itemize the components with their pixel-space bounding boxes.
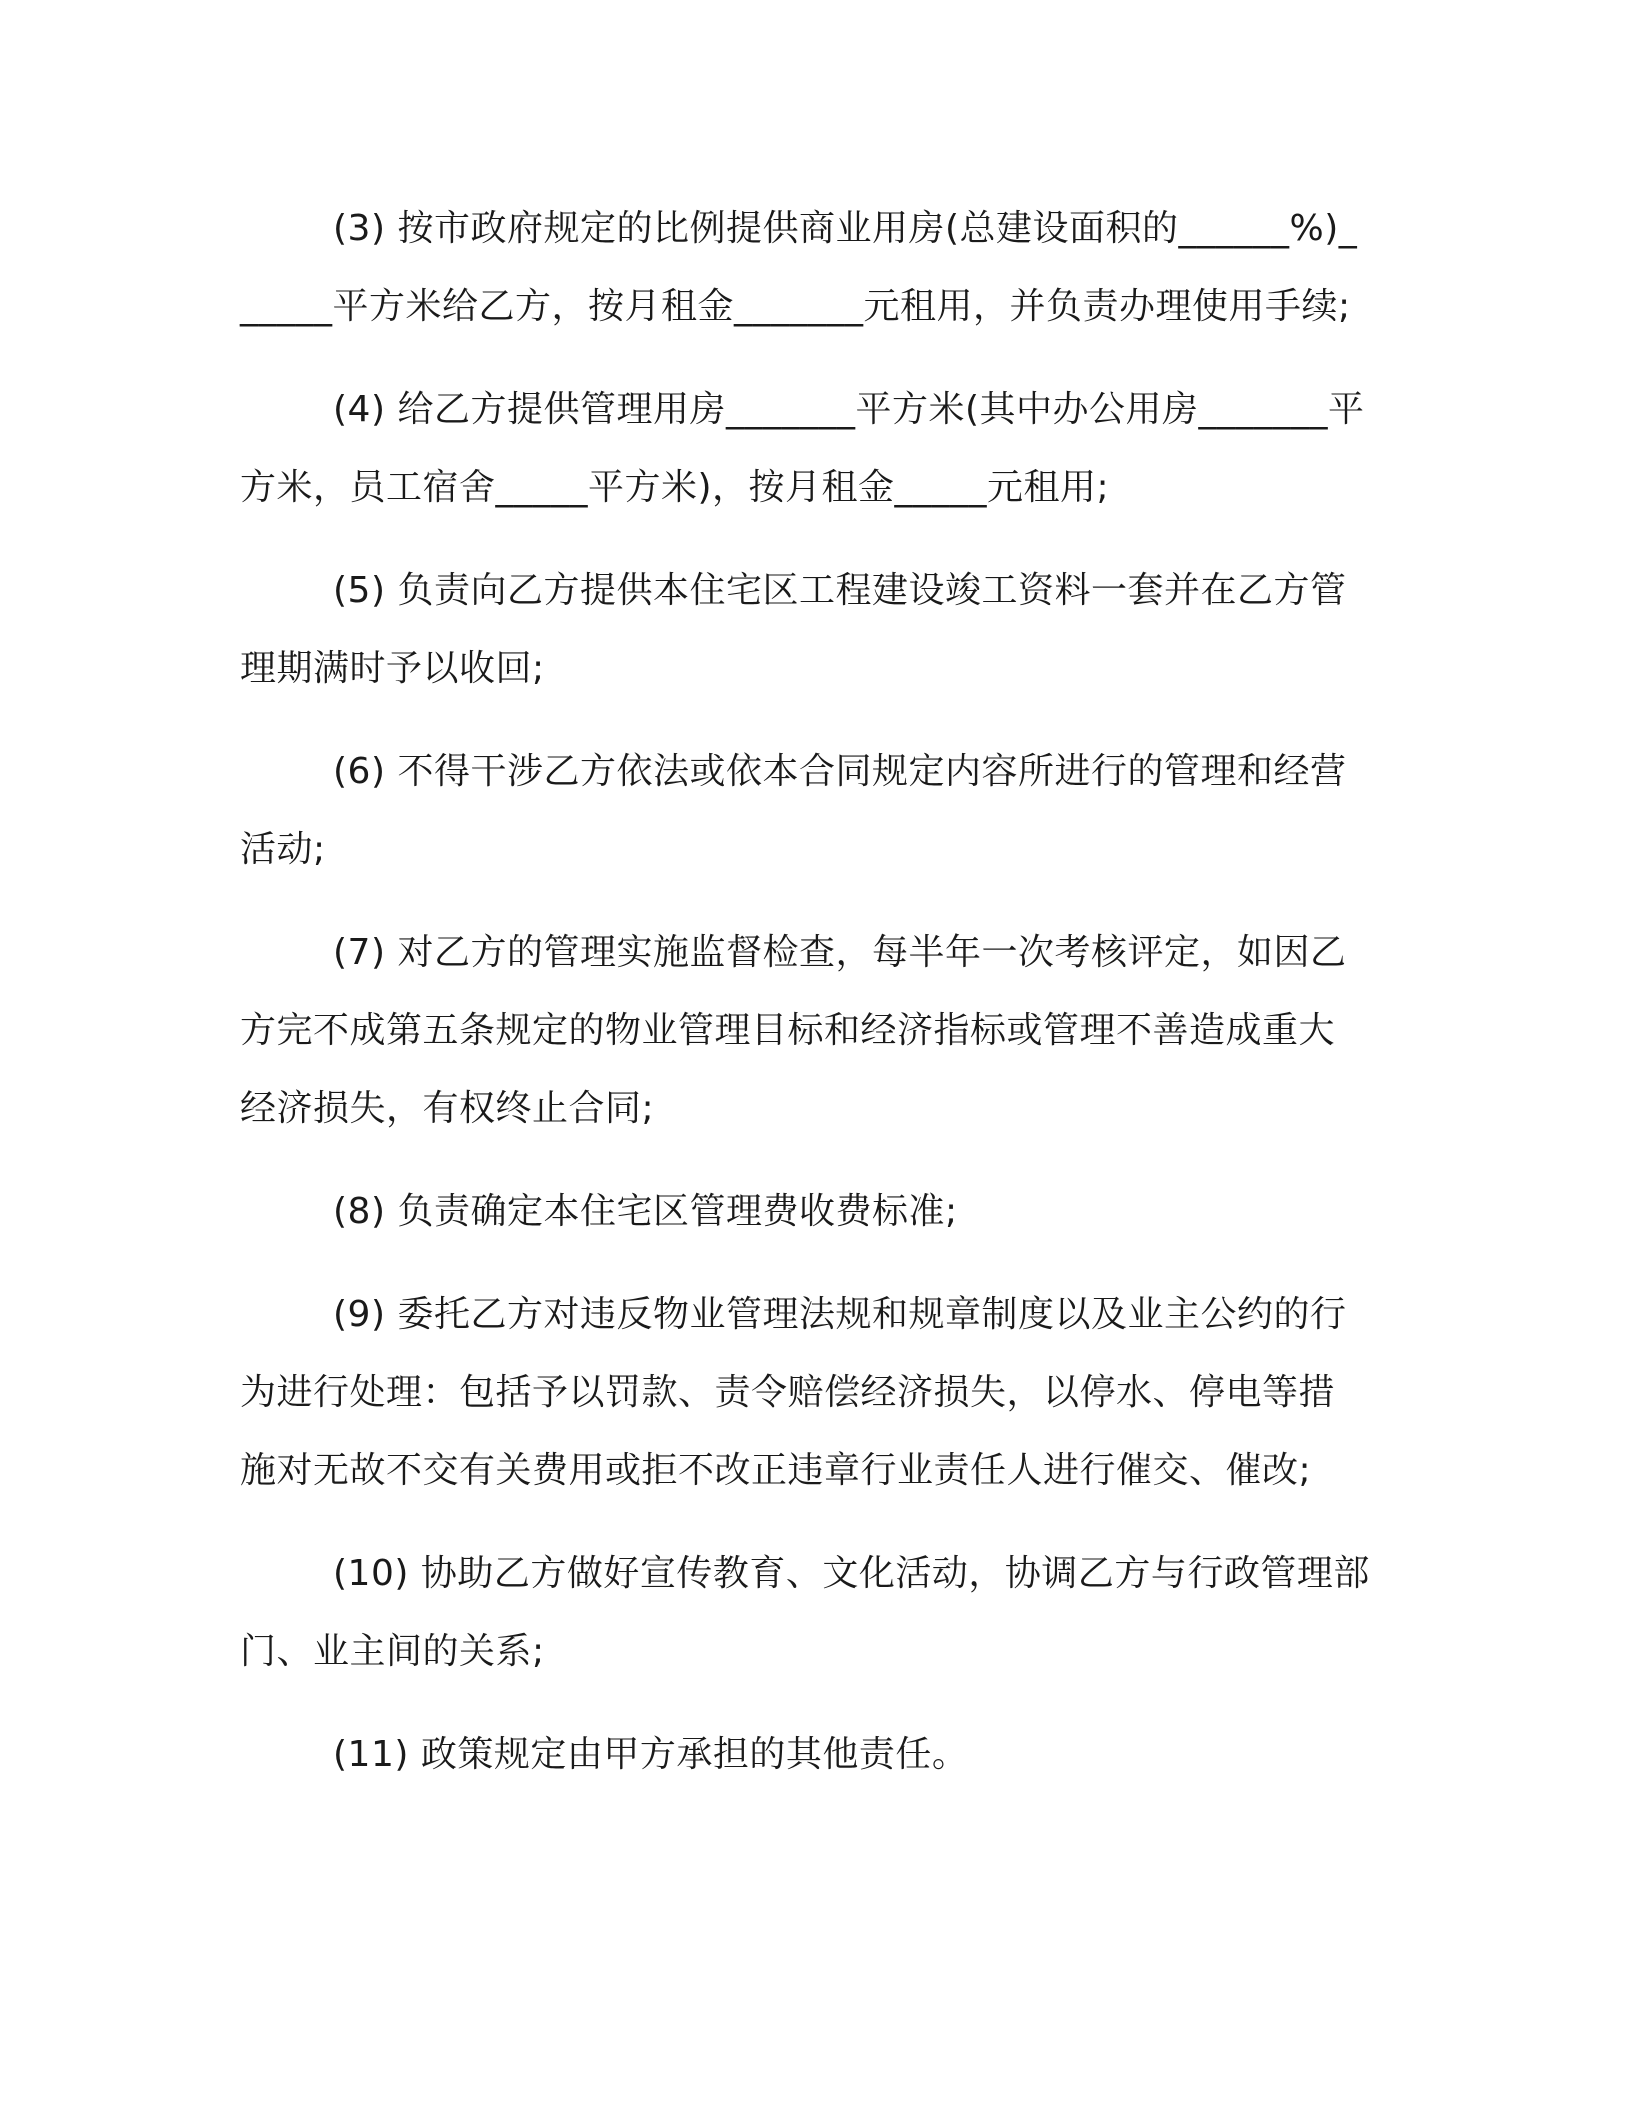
document-body [240,190,1370,1819]
clause-7: (7) 对乙方的管理实施监督检查，每半年一次考核评定，如因乙方完不成第五条规定的物业管理目标和经济指标或管理不善造成重大经济损失，有权终止合同; [240,932,1347,1129]
clause-8: (8) 负责确定本住宅区管理费收费标准; [333,1191,958,1232]
clause-11: (11) 政策规定由甲方承担的其他责任。 [333,1734,969,1775]
clause-4: (4) 给乙方提供管理用房_______平方米(其中办公用房_______平方米，员工宿舍_____平方米)，按月租金_____元租用; [240,389,1365,508]
clause-10: (10) 协助乙方做好宣传教育、文化活动，协调乙方与行政管理部门、业主间的关系; [240,1553,1370,1672]
clause-5: (5) 负责向乙方提供本住宅区工程建设竣工资料一套并在乙方管理期满时予以收回; [240,570,1347,689]
clause-3: (3) 按市政府规定的比例提供商业用房(总建设面积的______%)______平方米给乙方，按月租金_______元租用，并负责办理使用手续; [240,208,1358,327]
clause-9: (9) 委托乙方对违反物业管理法规和规章制度以及业主公约的行为进行处理：包括予以罚款、责令赔偿经济损失，以停水、停电等措施对无故不交有关费用或拒不改正违章行业责任人进行催交、催改; [240,1294,1347,1491]
clause-6: (6) 不得干涉乙方依法或依本合同规定内容所进行的管理和经营活动; [240,751,1347,870]
